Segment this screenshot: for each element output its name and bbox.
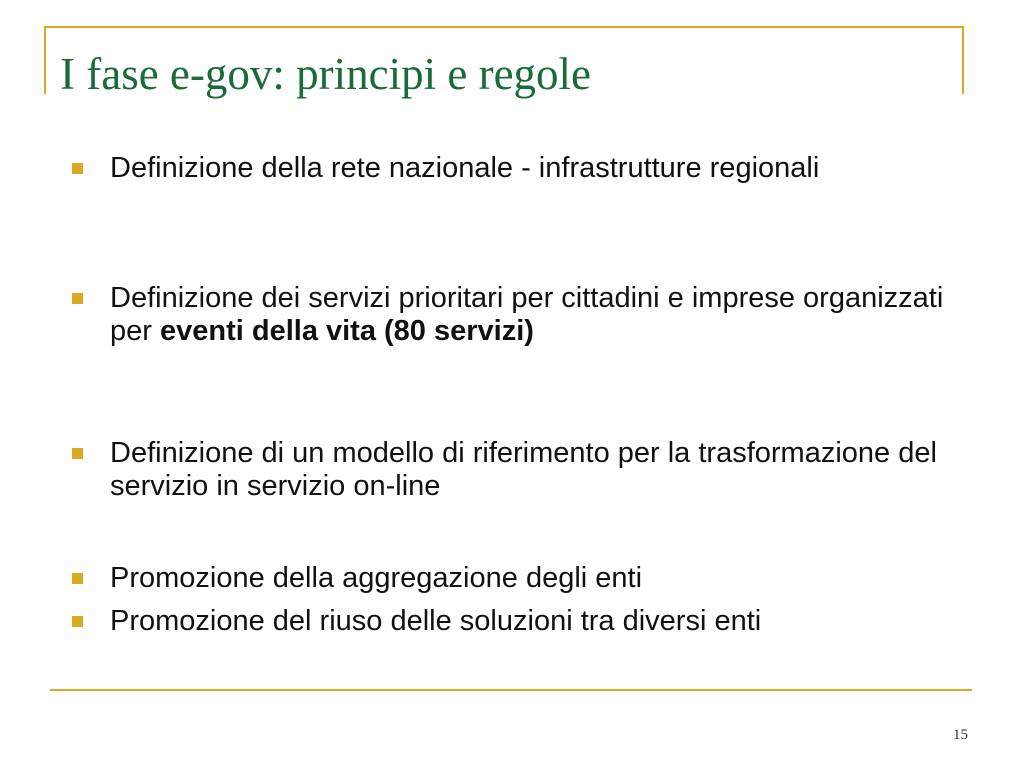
- bullet-item-modello-riferimento: [72, 437, 952, 503]
- bullet-item-servizi-prioritari: [72, 282, 952, 348]
- top-frame-line: [44, 26, 963, 28]
- bullet-item-riuso-soluzioni: [72, 605, 952, 638]
- square-bullet-icon: [72, 573, 83, 584]
- square-bullet-icon: [72, 616, 83, 627]
- bullet-text-regular: Definizione dei servizi prioritari per cittadini e imprese organizzati per: [110, 282, 944, 347]
- bullet-text: Definizione della rete nazionale - infrastrutture regionali: [110, 152, 820, 184]
- bullet-item-rete-nazionale: [72, 152, 952, 185]
- left-frame-line: [44, 26, 46, 94]
- bullet-item-aggregazione-enti: [72, 562, 952, 595]
- bottom-divider: [50, 689, 972, 691]
- square-bullet-icon: [72, 293, 83, 304]
- bullet-text: Definizione di un modello di riferimento per la trasformazione del servizio in servizio on-line: [110, 437, 937, 502]
- slide-title: I fase e-gov: principi e regole: [60, 49, 592, 99]
- page-number: 15: [953, 727, 968, 743]
- square-bullet-icon: [72, 163, 83, 174]
- square-bullet-icon: [72, 448, 83, 459]
- bullet-text: Promozione del riuso delle soluzioni tra diversi enti: [110, 605, 762, 637]
- bullet-text: [110, 282, 952, 348]
- bullet-text: Promozione della aggregazione degli enti: [110, 562, 643, 594]
- right-frame-line: [962, 26, 964, 94]
- bullet-text-bold: eventi della vita (80 servizi): [159, 315, 534, 347]
